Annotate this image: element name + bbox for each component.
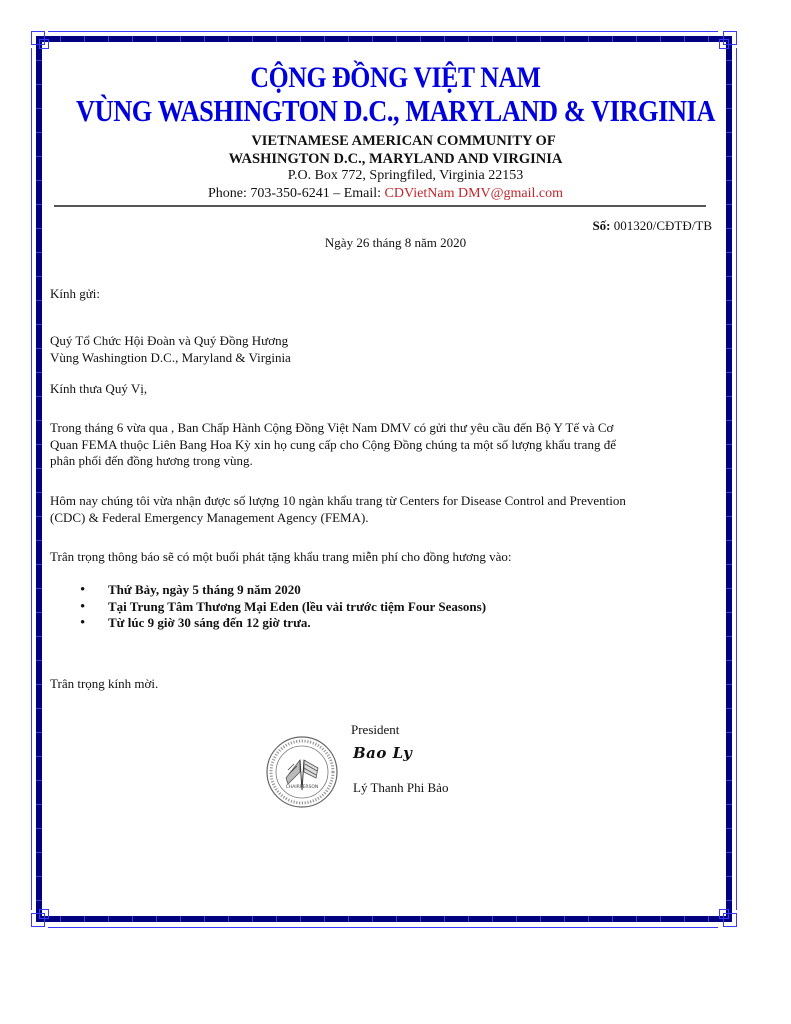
- border-segment-tick: [324, 36, 325, 42]
- border-segment-tick: [36, 516, 42, 517]
- border-segment-tick: [180, 916, 181, 922]
- border-segment-tick: [36, 708, 42, 709]
- paragraph-2-line1: Hôm nay chúng tôi vừa nhận được số lượng 10 ngàn khẩu trang từ Centers for Disease Control and Prevention: [50, 493, 626, 508]
- border-segment-tick: [492, 916, 493, 922]
- border-segment-tick: [36, 228, 42, 229]
- addressee-line1: Quý Tổ Chức Hội Đoàn và Quý Đồng Hương: [50, 333, 289, 348]
- paragraph-1: [50, 420, 710, 470]
- addressee: [50, 333, 710, 366]
- border-segment-tick: [468, 916, 469, 922]
- border-segment-tick: [36, 732, 42, 733]
- border-segment-tick: [492, 36, 493, 42]
- border-segment-tick: [36, 900, 42, 901]
- border-segment-tick: [36, 636, 42, 637]
- border-segment-tick: [726, 252, 732, 253]
- border-segment-tick: [726, 540, 732, 541]
- border-segment-tick: [36, 492, 42, 493]
- border-segment-tick: [660, 36, 661, 42]
- paragraph-1-line3: phân phối đến đồng hương trong vùng.: [50, 453, 253, 468]
- border-segment-tick: [726, 636, 732, 637]
- border-segment-tick: [726, 900, 732, 901]
- border-segment-tick: [252, 916, 253, 922]
- border-segment-tick: [726, 756, 732, 757]
- border-segment-tick: [516, 36, 517, 42]
- border-segment-tick: [36, 468, 42, 469]
- letterhead-title-line1: CỘNG ĐỒNG VIỆT NAM: [250, 61, 541, 94]
- border-segment-tick: [180, 36, 181, 42]
- border-outline-bottom: [48, 927, 718, 928]
- border-segment-tick: [228, 36, 229, 42]
- border-segment-tick: [60, 36, 61, 42]
- border-segment-tick: [36, 756, 42, 757]
- letterhead-subtitle-line2: WASHINGTON D.C., MARYLAND AND VIRGINIA: [228, 151, 563, 167]
- border-segment-tick: [36, 612, 42, 613]
- border-segment-tick: [564, 916, 565, 922]
- border-segment-tick: [36, 444, 42, 445]
- border-segment-tick: [36, 564, 42, 565]
- border-segment-tick: [726, 564, 732, 565]
- border-segment-tick: [36, 660, 42, 661]
- event-details-list: [80, 582, 486, 632]
- corner-ornament-top-left-inner: [39, 39, 49, 49]
- border-segment-tick: [684, 916, 685, 922]
- border-segment-tick: [726, 612, 732, 613]
- border-segment-tick: [726, 732, 732, 733]
- border-segment-tick: [660, 916, 661, 922]
- seal-inner-text: CHAIRPERSON: [285, 785, 319, 790]
- border-segment-tick: [726, 468, 732, 469]
- border-segment-tick: [36, 84, 42, 85]
- border-segment-tick: [726, 876, 732, 877]
- border-segment-tick: [36, 204, 42, 205]
- border-segment-tick: [636, 916, 637, 922]
- border-segment-tick: [156, 36, 157, 42]
- border-segment-tick: [36, 828, 42, 829]
- border-segment-tick: [468, 36, 469, 42]
- paragraph-1-line2: Quan FEMA thuộc Liên Bang Hoa Kỳ xin họ cung cấp cho Cộng Đồng chúng ta một số lượng khẩu trang để: [50, 436, 616, 452]
- border-segment-tick: [726, 228, 732, 229]
- border-segment-tick: [726, 588, 732, 589]
- border-segment-tick: [36, 324, 42, 325]
- border-segment-tick: [132, 36, 133, 42]
- border-segment-tick: [324, 916, 325, 922]
- border-segment-tick: [36, 348, 42, 349]
- border-segment-tick: [252, 36, 253, 42]
- border-segment-tick: [108, 36, 109, 42]
- border-segment-tick: [726, 660, 732, 661]
- signer-role: President: [351, 722, 400, 737]
- border-segment-tick: [228, 916, 229, 922]
- border-segment-tick: [36, 372, 42, 373]
- header-divider: [54, 205, 706, 207]
- border-segment-tick: [36, 420, 42, 421]
- border-segment-tick: [726, 276, 732, 277]
- border-segment-tick: [372, 916, 373, 922]
- border-segment-tick: [684, 36, 685, 42]
- border-segment-tick: [444, 916, 445, 922]
- border-segment-tick: [276, 916, 277, 922]
- salutation: Kính gửi:: [50, 286, 101, 301]
- border-segment-tick: [36, 684, 42, 685]
- letterhead-subtitle-line1: VIETNAMESE AMERICAN COMMUNITY OF: [251, 133, 556, 149]
- addressee-line2: Vùng Washingtion D.C., Maryland & Virginia: [50, 349, 291, 365]
- border-segment-tick: [726, 396, 732, 397]
- border-segment-tick: [612, 916, 613, 922]
- corner-ornament-top-right-inner: [719, 39, 729, 49]
- border-segment-tick: [420, 36, 421, 42]
- border-segment-tick: [204, 916, 205, 922]
- border-segment-tick: [60, 916, 61, 922]
- border-segment-tick: [726, 780, 732, 781]
- border-segment-tick: [204, 36, 205, 42]
- border-segment-tick: [726, 420, 732, 421]
- border-segment-tick: [612, 36, 613, 42]
- border-segment-tick: [726, 804, 732, 805]
- border-segment-tick: [36, 852, 42, 853]
- email-link[interactable]: CDVietNam DMV@gmail.com: [384, 186, 564, 201]
- border-segment-tick: [726, 492, 732, 493]
- border-segment-tick: [564, 36, 565, 42]
- reference-label: Số:: [592, 218, 611, 233]
- border-segment-tick: [444, 36, 445, 42]
- reference-value: 001320/CĐTĐ/TB: [610, 218, 712, 233]
- border-segment-tick: [36, 876, 42, 877]
- border-segment-tick: [540, 36, 541, 42]
- letterhead-contact: [0, 186, 771, 202]
- closing: Trân trọng kính mời.: [50, 676, 159, 691]
- border-segment-tick: [726, 300, 732, 301]
- letterhead-address: P.O. Box 772, Springfiled, Virginia 22153: [287, 168, 524, 183]
- greeting: Kính thưa Quý Vị,: [50, 381, 148, 396]
- border-top: [36, 36, 732, 42]
- border-segment-tick: [396, 36, 397, 42]
- paragraph-1-line1: Trong tháng 6 vừa qua , Ban Chấp Hành Cộng Đồng Việt Nam DMV có gửi thư yêu cầu đến Bộ Y Tế và Cơ: [50, 420, 614, 435]
- border-segment-tick: [36, 804, 42, 805]
- border-bottom: [36, 916, 732, 922]
- letterhead-title-line2: VÙNG WASHINGTON D.C., MARYLAND & VIRGINIA: [75, 93, 715, 128]
- border-segment-tick: [36, 108, 42, 109]
- phone-text: Phone: 703-350-6241 – Email:: [207, 186, 385, 201]
- border-segment-tick: [396, 916, 397, 922]
- border-segment-tick: [726, 516, 732, 517]
- signer-name: Lý Thanh Phi Bảo: [353, 780, 449, 795]
- border-segment-tick: [108, 916, 109, 922]
- event-time-item: • Từ lúc 9 giờ 30 sáng đến 12 giờ trưa.: [80, 615, 486, 632]
- border-segment-tick: [588, 36, 589, 42]
- border-segment-tick: [588, 916, 589, 922]
- event-location-item: • Tại Trung Tâm Thương Mại Eden (lều vải trước tiệm Four Seasons): [80, 599, 486, 616]
- border-segment-tick: [726, 444, 732, 445]
- reference-number: [592, 218, 712, 234]
- border-segment-tick: [726, 324, 732, 325]
- event-date-item: • Thứ Bảy, ngày 5 tháng 9 năm 2020: [80, 582, 486, 599]
- paragraph-2-line2: (CDC) & Federal Emergency Management Agency (FEMA).: [50, 509, 369, 525]
- paragraph-3: Trân trọng thông báo sẽ có một buổi phát tặng khẩu trang miễn phí cho đồng hương vào:: [50, 549, 512, 564]
- border-segment-tick: [372, 36, 373, 42]
- handwritten-signature: Bao Ly: [353, 744, 413, 762]
- border-segment-tick: [726, 684, 732, 685]
- border-outline-top: [48, 31, 718, 32]
- community-seal-icon: [264, 734, 340, 810]
- letter-date: Ngày 26 tháng 8 năm 2020: [324, 235, 467, 250]
- border-segment-tick: [708, 36, 709, 42]
- border-segment-tick: [300, 36, 301, 42]
- border-segment-tick: [348, 36, 349, 42]
- border-segment-tick: [726, 828, 732, 829]
- border-segment-tick: [726, 348, 732, 349]
- border-segment-tick: [420, 916, 421, 922]
- border-segment-tick: [348, 916, 349, 922]
- border-segment-tick: [516, 916, 517, 922]
- border-segment-tick: [132, 916, 133, 922]
- border-segment-tick: [36, 780, 42, 781]
- border-segment-tick: [36, 540, 42, 541]
- border-segment-tick: [36, 300, 42, 301]
- border-segment-tick: [276, 36, 277, 42]
- border-segment-tick: [84, 916, 85, 922]
- border-segment-tick: [36, 276, 42, 277]
- corner-ornament-bottom-left-inner: [39, 909, 49, 919]
- border-segment-tick: [540, 916, 541, 922]
- corner-ornament-bottom-right-inner: [719, 909, 729, 919]
- paragraph-2: [50, 493, 710, 526]
- border-segment-tick: [36, 396, 42, 397]
- border-segment-tick: [84, 36, 85, 42]
- border-segment-tick: [636, 36, 637, 42]
- border-segment-tick: [726, 204, 732, 205]
- border-segment-tick: [726, 372, 732, 373]
- border-segment-tick: [708, 916, 709, 922]
- border-segment-tick: [726, 852, 732, 853]
- border-segment-tick: [36, 252, 42, 253]
- border-segment-tick: [156, 916, 157, 922]
- border-segment-tick: [726, 708, 732, 709]
- border-segment-tick: [300, 916, 301, 922]
- border-segment-tick: [36, 60, 42, 61]
- border-segment-tick: [36, 588, 42, 589]
